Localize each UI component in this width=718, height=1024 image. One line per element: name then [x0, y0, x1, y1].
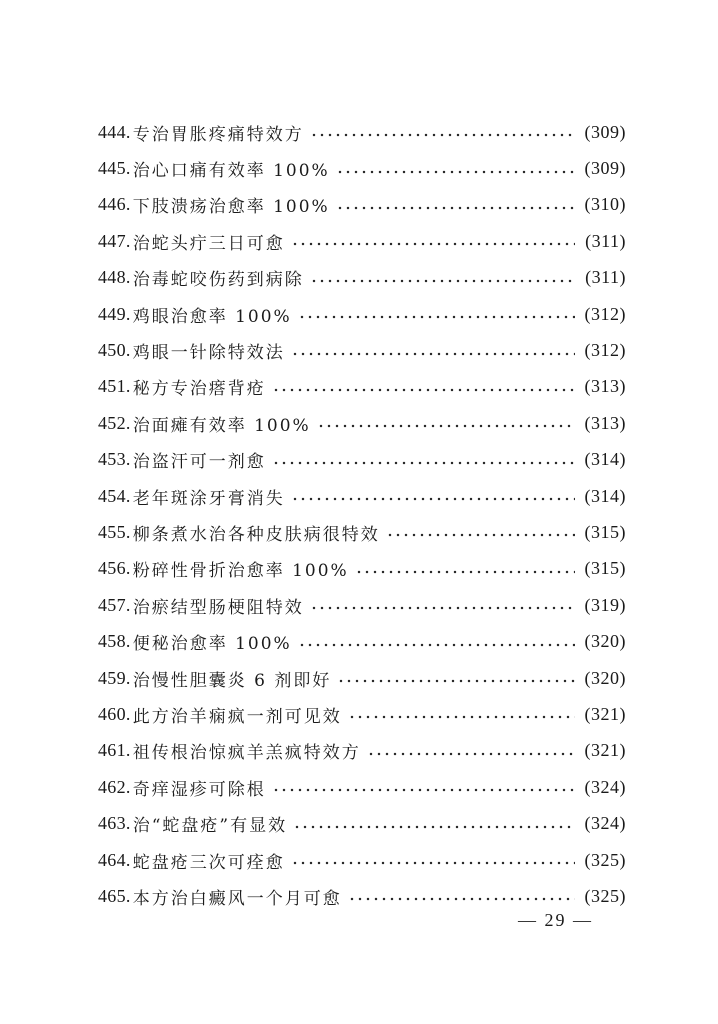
toc-entry-number: 449.	[98, 303, 131, 324]
toc-entry-number: 452.	[98, 412, 131, 433]
toc-entry-title: 蛇盘疮三次可痊愈	[132, 852, 285, 873]
dot-leader	[291, 352, 575, 356]
toc-entry-title: 奇痒湿疹可除根	[132, 779, 266, 800]
toc-entry-page: (320)	[584, 631, 626, 652]
toc-entry	[98, 114, 626, 150]
toc-entry-number: 455.	[98, 521, 131, 542]
table-of-contents	[98, 114, 626, 915]
dot-leader	[310, 606, 575, 610]
toc-entry-title: 老年斑涂牙膏消失	[132, 488, 285, 509]
toc-entry-page: (314)	[584, 449, 626, 470]
toc-entry	[98, 587, 626, 623]
toc-entry	[98, 260, 626, 296]
toc-entry-title: 治慢性胆囊炎 6 剂即好	[132, 670, 332, 691]
toc-entry-page: (319)	[584, 594, 626, 615]
toc-entry	[98, 805, 626, 841]
toc-entry-page: (321)	[584, 740, 626, 761]
toc-entry-page: (311)	[585, 267, 626, 288]
toc-entry-title: 粉碎性骨折治愈率 100%	[132, 561, 349, 582]
toc-entry-page: (313)	[584, 412, 626, 433]
toc-entry-title: 祖传根治惊疯羊羔疯特效方	[132, 743, 361, 764]
dot-leader	[336, 170, 575, 174]
toc-entry-number: 450.	[98, 340, 131, 361]
toc-entry-number: 464.	[98, 849, 131, 870]
dot-leader	[291, 497, 575, 501]
toc-entry-page: (325)	[584, 885, 626, 906]
toc-entry-number: 459.	[98, 667, 131, 688]
toc-entry-page: (314)	[584, 485, 626, 506]
toc-entry-title: 治瘀结型肠梗阻特效	[132, 597, 304, 618]
toc-entry	[98, 660, 626, 696]
toc-entry-page: (312)	[584, 303, 626, 324]
dot-leader	[386, 533, 575, 537]
toc-entry	[98, 514, 626, 550]
toc-entry	[98, 405, 626, 441]
toc-entry-page: (320)	[584, 667, 626, 688]
toc-entry	[98, 223, 626, 259]
toc-entry	[98, 696, 626, 732]
dot-leader	[310, 133, 575, 137]
toc-entry-title: 鸡眼一针除特效法	[132, 343, 285, 364]
toc-entry	[98, 442, 626, 478]
dot-leader	[336, 206, 575, 210]
toc-entry-number: 462.	[98, 776, 131, 797]
toc-entry-number: 444.	[98, 121, 131, 142]
toc-entry-title: 治毒蛇咬伤药到病除	[132, 270, 304, 291]
toc-entry-title: 此方治羊痫疯一剂可见效	[132, 706, 342, 727]
toc-entry-number: 465.	[98, 885, 131, 906]
toc-entry	[98, 551, 626, 587]
toc-entry	[98, 332, 626, 368]
dot-leader	[293, 825, 574, 829]
toc-entry-title: 治“蛇盘疮”有显效	[132, 816, 288, 837]
toc-entry-number: 453.	[98, 449, 131, 470]
toc-entry-title: 下肢溃疡治愈率 100%	[132, 197, 330, 218]
toc-entry-title: 本方治白癜风一个月可愈	[132, 888, 342, 909]
toc-entry-number: 446.	[98, 194, 131, 215]
toc-entry-number: 456.	[98, 558, 131, 579]
dot-leader	[355, 570, 575, 574]
toc-entry-title: 治面瘫有效率 100%	[132, 415, 311, 436]
toc-entry	[98, 623, 626, 659]
toc-entry-number: 454.	[98, 485, 131, 506]
dot-leader	[298, 315, 575, 319]
toc-entry-number: 461.	[98, 740, 131, 761]
toc-entry-number: 457.	[98, 594, 131, 615]
dot-leader	[337, 679, 574, 683]
toc-entry-page: (315)	[584, 521, 626, 542]
toc-entry	[98, 733, 626, 769]
dot-leader	[348, 715, 575, 719]
toc-entry-title: 鸡眼治愈率 100%	[132, 306, 292, 327]
toc-entry-title: 治盗汗可一剂愈	[132, 452, 266, 473]
toc-entry-number: 458.	[98, 631, 131, 652]
toc-entry-title: 专治胃胀疼痛特效方	[132, 124, 304, 145]
toc-entry-title: 治心口痛有效率 100%	[132, 161, 330, 182]
page-number: — 29 —	[518, 910, 593, 930]
toc-entry	[98, 369, 626, 405]
toc-entry-page: (312)	[584, 340, 626, 361]
toc-entry-page: (321)	[584, 703, 626, 724]
toc-entry	[98, 478, 626, 514]
toc-entry-title: 治蛇头疔三日可愈	[132, 233, 285, 254]
dot-leader	[310, 279, 575, 283]
toc-entry-page: (311)	[585, 230, 626, 251]
toc-entry-number: 463.	[98, 813, 131, 834]
dot-leader	[272, 388, 575, 392]
toc-entry-page: (309)	[584, 121, 626, 142]
toc-entry-number: 445.	[98, 158, 131, 179]
toc-entry-title: 秘方专治瘩背疮	[132, 379, 266, 400]
toc-entry-page: (324)	[584, 776, 626, 797]
toc-entry-number: 451.	[98, 376, 131, 397]
toc-entry-page: (310)	[584, 194, 626, 215]
dot-leader	[317, 424, 575, 428]
toc-entry-page: (309)	[584, 158, 626, 179]
dot-leader	[348, 897, 575, 901]
toc-entry-page: (324)	[584, 813, 626, 834]
toc-entry	[98, 769, 626, 805]
toc-entry	[98, 150, 626, 186]
toc-entry-number: 447.	[98, 230, 131, 251]
dot-leader	[298, 643, 575, 647]
toc-entry-page: (325)	[584, 849, 626, 870]
dot-leader	[291, 861, 575, 865]
dot-leader	[367, 752, 575, 756]
toc-entry-page: (315)	[584, 558, 626, 579]
toc-entry	[98, 296, 626, 332]
toc-entry-title: 便秘治愈率 100%	[132, 634, 292, 655]
toc-entry-number: 460.	[98, 703, 131, 724]
dot-leader	[272, 788, 575, 792]
toc-entry	[98, 842, 626, 878]
dot-leader	[291, 242, 575, 246]
dot-leader	[272, 461, 575, 465]
toc-entry-page: (313)	[584, 376, 626, 397]
toc-entry-number: 448.	[98, 267, 131, 288]
toc-entry-title: 柳条煮水治各种皮肤病很特效	[132, 524, 380, 545]
toc-entry	[98, 187, 626, 223]
